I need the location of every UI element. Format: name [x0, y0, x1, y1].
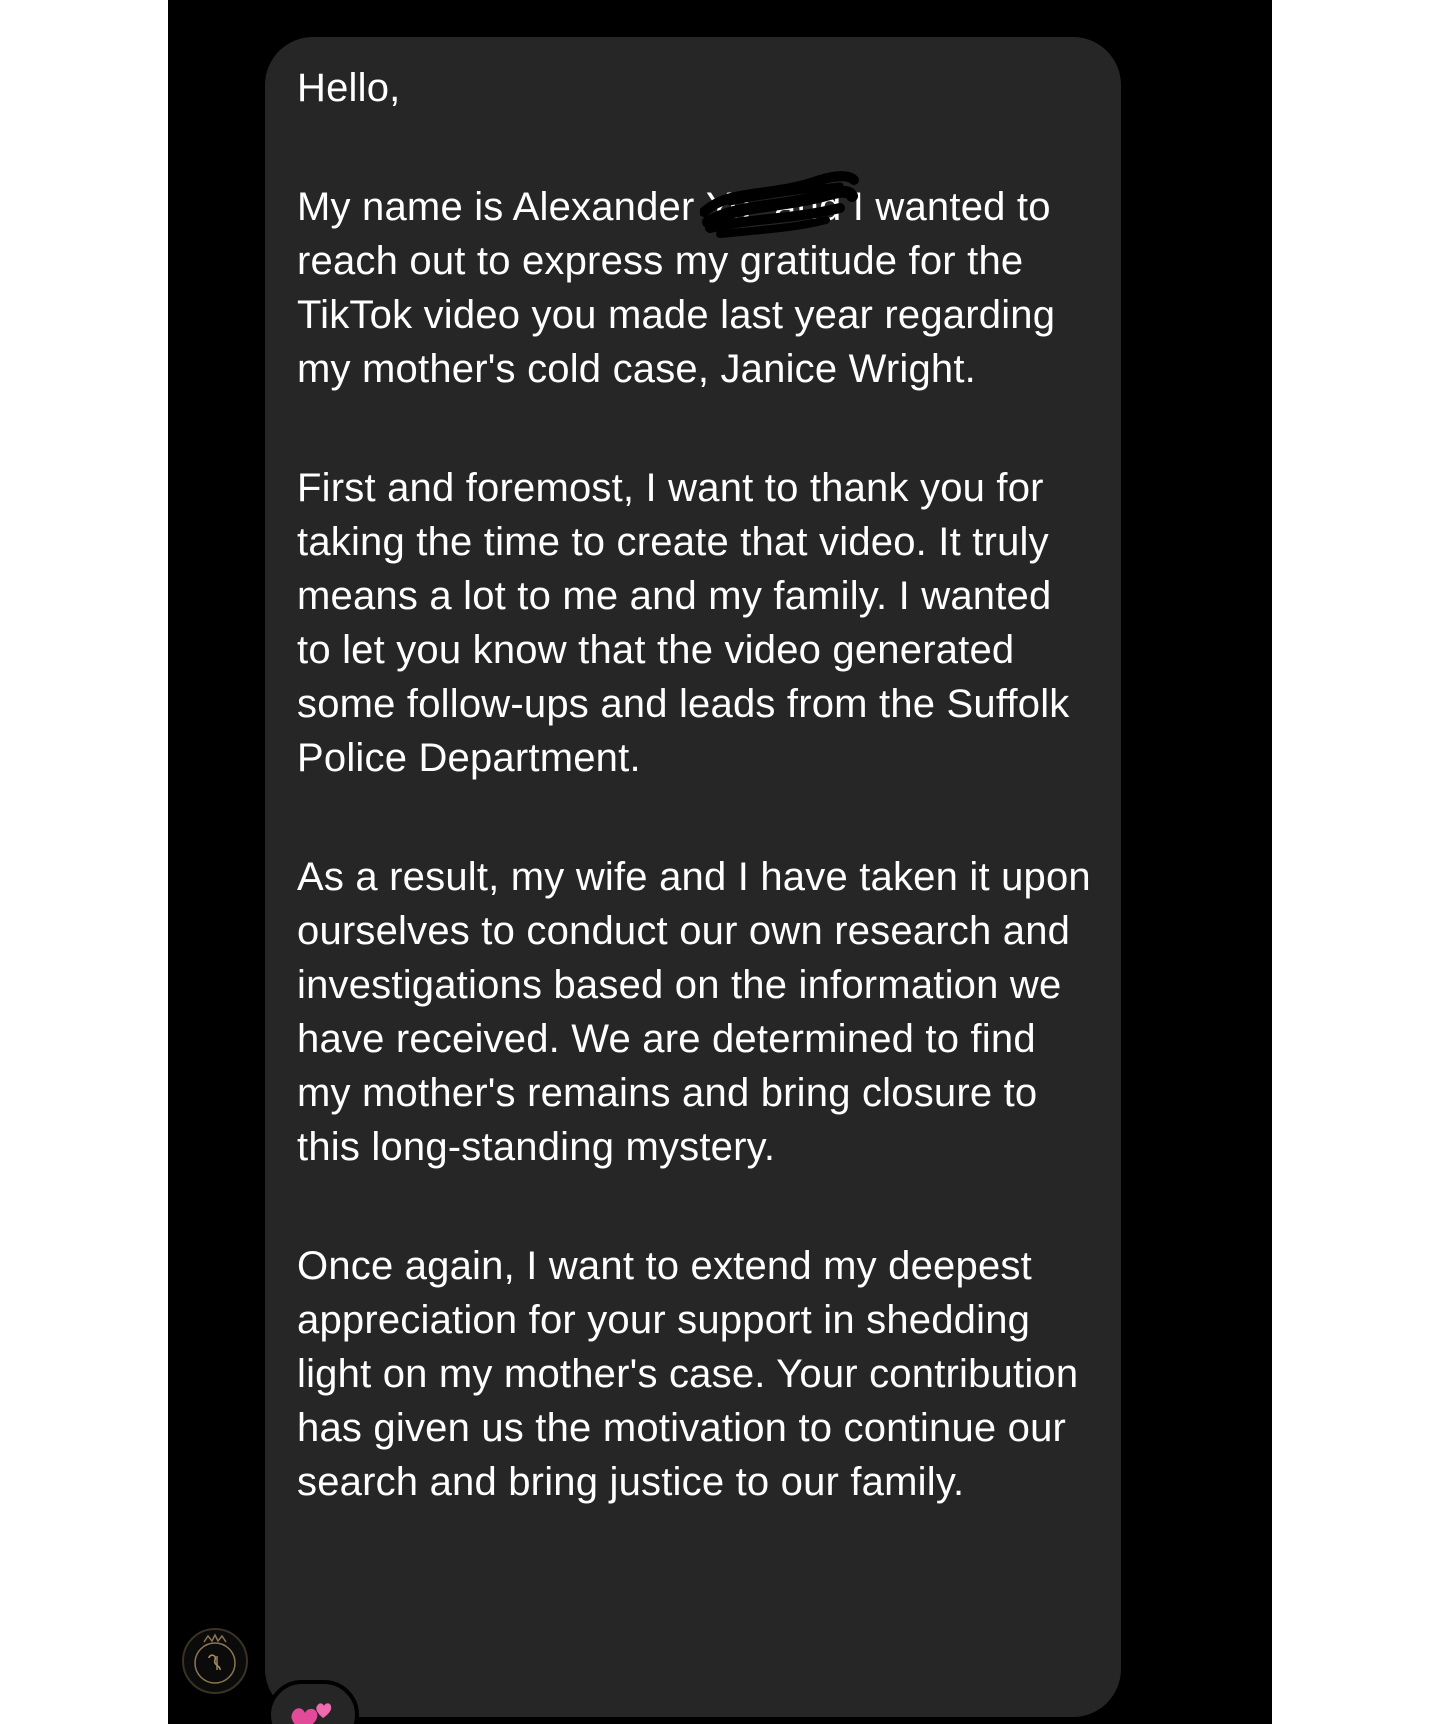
message-paragraph: First and foremost, I want to thank you for taking the time to create that video. It truly means a lot to me and my family. I wanted to let you know that the video generated some follow-ups and leads from the Suffolk Police Department. — [297, 466, 1081, 780]
message-text: . and I wanted to reach out to express my gratitude for the TikTok video you made last year regarding my mother's cold case, Janice Wright. — [297, 185, 1067, 391]
message-paragraph: Once again, I want to extend my deepest appreciation for your support in shedding light on my mother's case. Your contribution has given us the motivation to continue our search and bring justice to our family. — [297, 1244, 1090, 1504]
sender-avatar[interactable] — [182, 1628, 248, 1694]
message-text: My name is Alexander — [297, 185, 706, 229]
message-bubble[interactable] — [265, 37, 1121, 1717]
message-paragraph — [297, 180, 1091, 396]
redacted-name — [706, 180, 752, 234]
monogram-avatar-icon — [184, 1630, 246, 1692]
message-paragraph: Hello, — [297, 66, 401, 110]
reaction-pill[interactable] — [267, 1680, 359, 1724]
message-paragraph: As a result, my wife and I have taken it upon ourselves to conduct our own research and investigations based on the information we have received. We are determined to find my mother's remains and bring closure to this long-standing mystery. — [297, 855, 1103, 1169]
redacted-text: Yo — [705, 185, 752, 229]
chat-screen — [168, 0, 1272, 1724]
two-hearts-icon — [289, 1696, 339, 1724]
